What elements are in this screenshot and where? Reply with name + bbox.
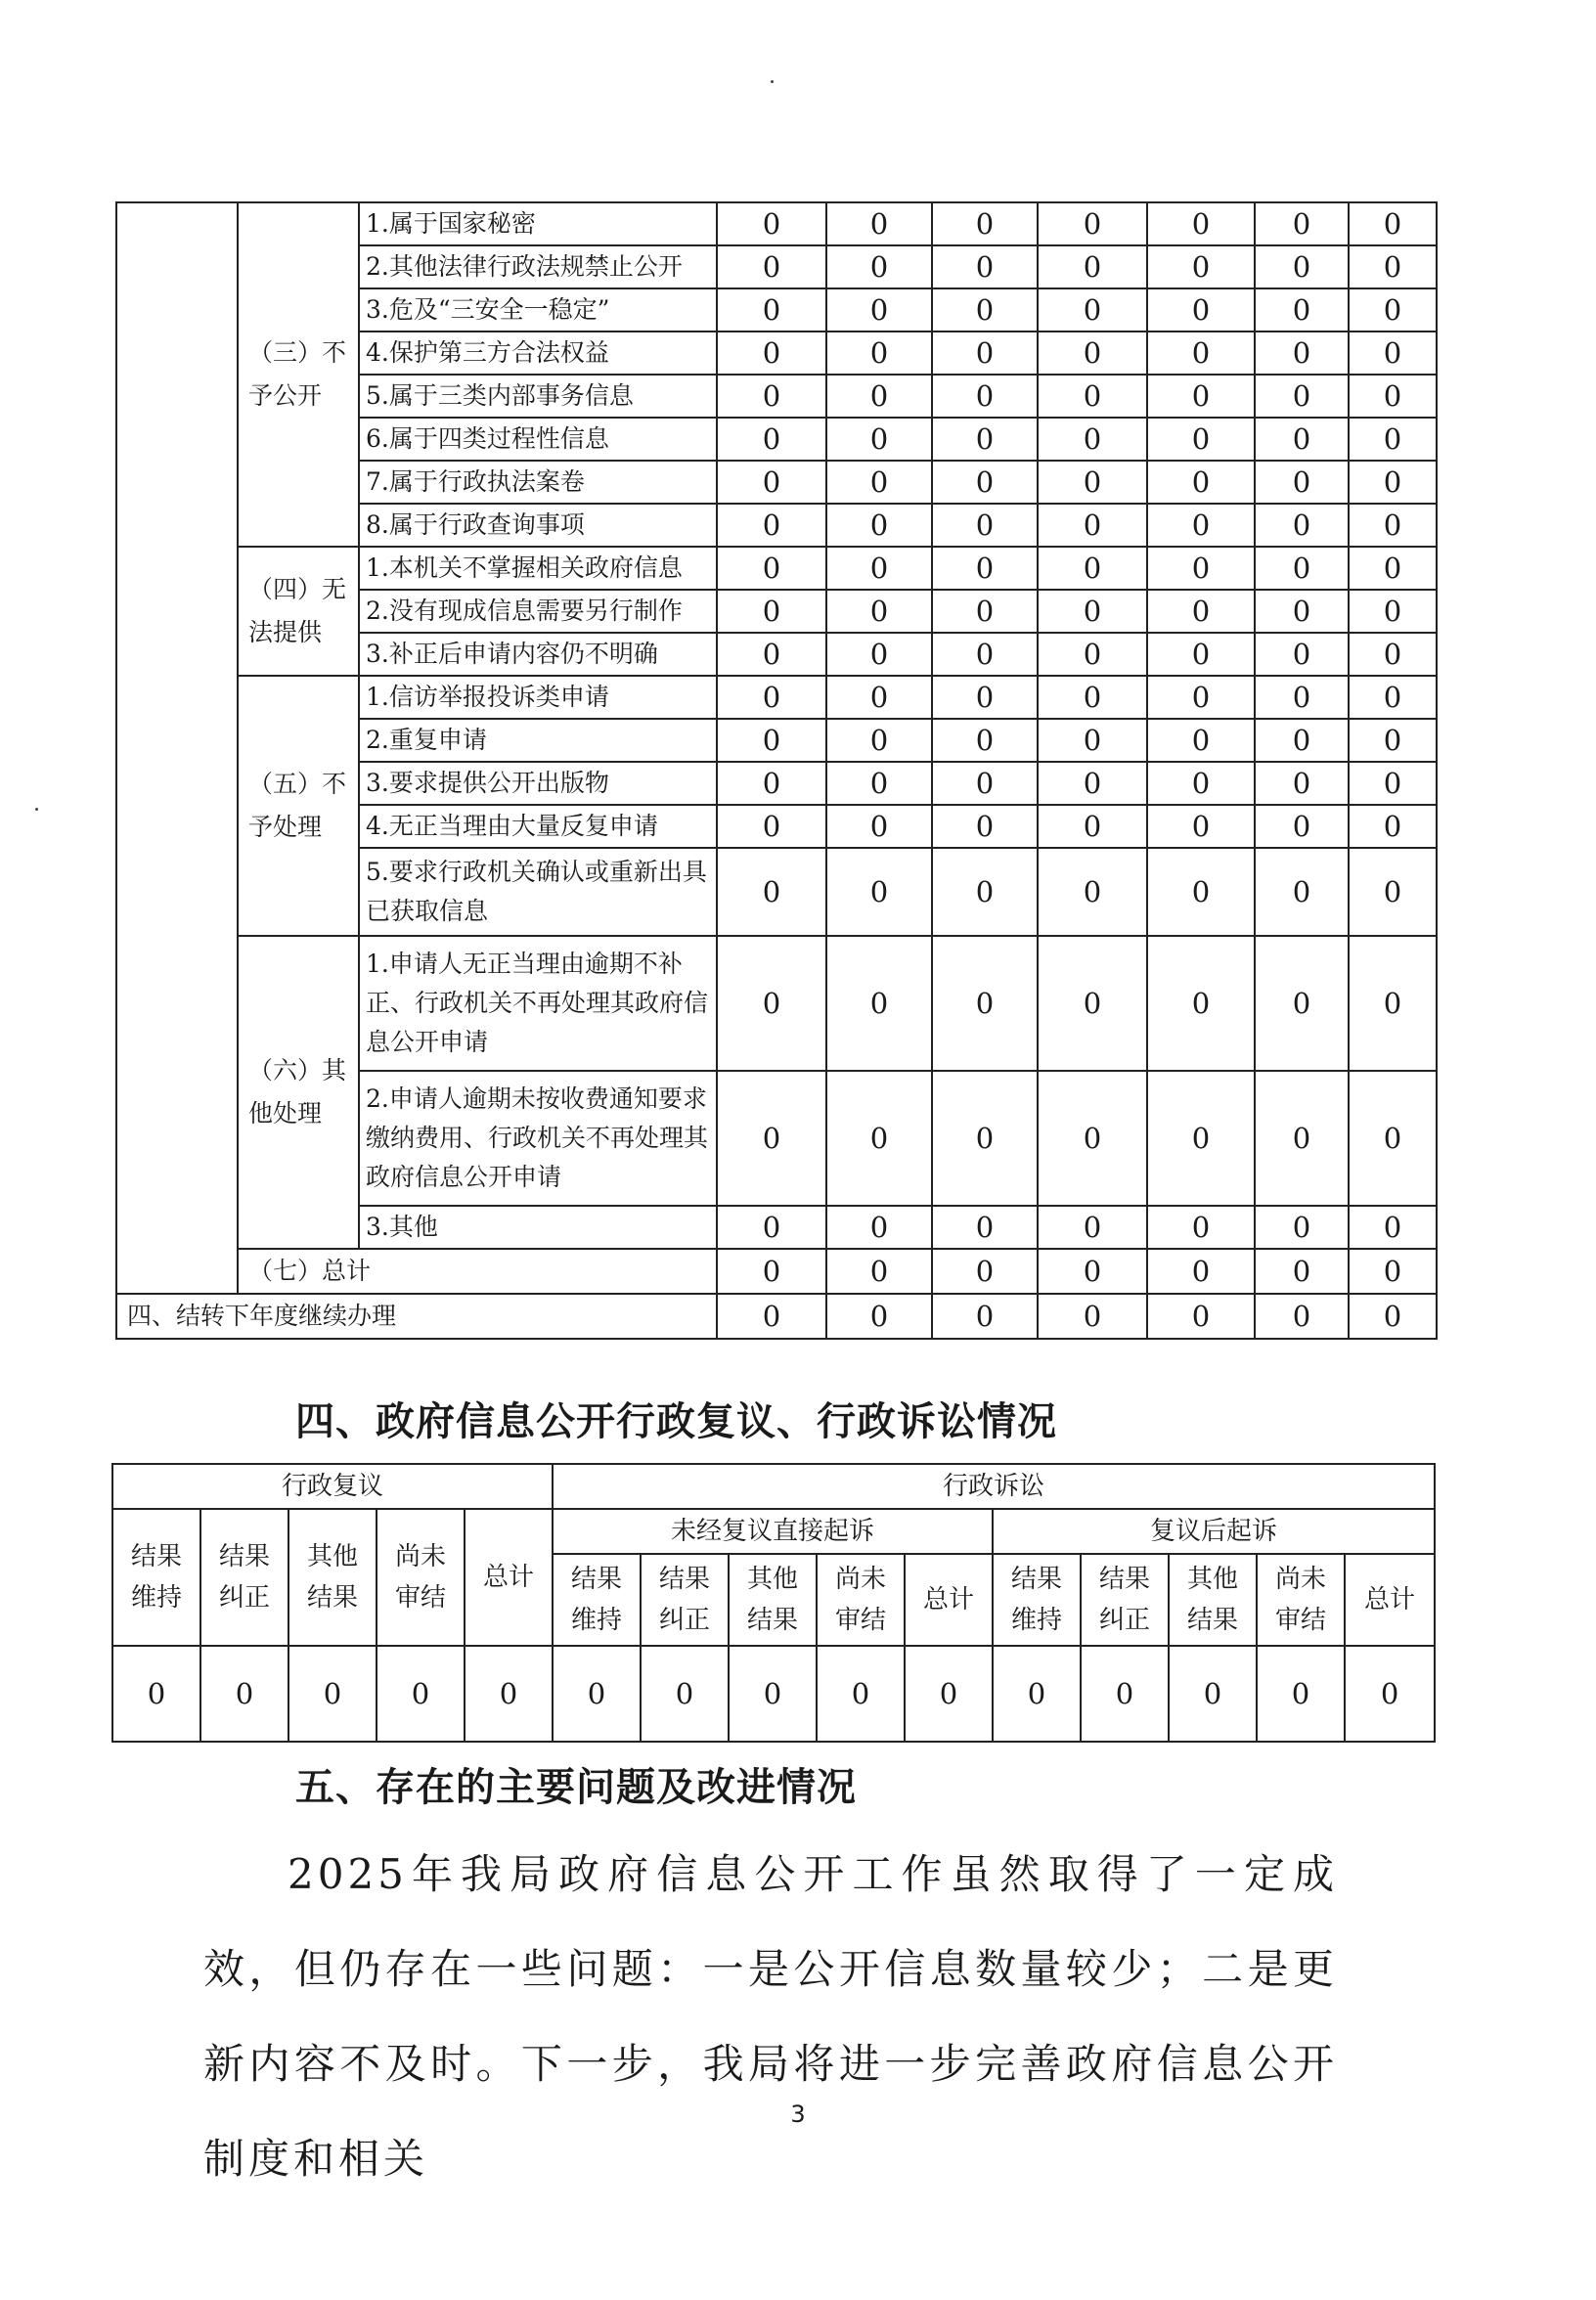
value-cell: 0 xyxy=(1038,332,1147,375)
value-cell: 0 xyxy=(1255,633,1349,676)
value-cell: 0 xyxy=(717,375,826,418)
value-cell: 0 xyxy=(200,1646,288,1742)
total-row xyxy=(116,1249,1437,1294)
value-cell: 0 xyxy=(717,719,826,762)
value-cell: 0 xyxy=(932,762,1038,805)
value-cell: 0 xyxy=(826,936,932,1071)
value-cell: 0 xyxy=(1038,1294,1147,1339)
value-cell: 0 xyxy=(932,1071,1038,1206)
value-cell: 0 xyxy=(932,676,1038,719)
value-cell: 0 xyxy=(905,1646,993,1742)
value-cell: 0 xyxy=(932,461,1038,504)
value-cell: 0 xyxy=(1255,936,1349,1071)
table-row xyxy=(116,676,1437,719)
value-cell: 0 xyxy=(1349,504,1437,547)
value-cell: 0 xyxy=(1038,245,1147,288)
value-cell: 0 xyxy=(1147,375,1255,418)
value-cell: 0 xyxy=(112,1646,200,1742)
value-cell: 0 xyxy=(1038,762,1147,805)
value-cell: 0 xyxy=(1147,332,1255,375)
value-cell: 0 xyxy=(1349,461,1437,504)
value-cell: 0 xyxy=(826,202,932,245)
item-label: 1.本机关不掌握相关政府信息 xyxy=(359,547,717,590)
value-cell: 0 xyxy=(553,1646,641,1742)
value-cell: 0 xyxy=(1147,719,1255,762)
value-cell: 0 xyxy=(826,547,932,590)
item-label: 4.无正当理由大量反复申请 xyxy=(359,805,717,848)
value-cell: 0 xyxy=(1038,504,1147,547)
value-cell: 0 xyxy=(932,936,1038,1071)
value-cell: 0 xyxy=(1038,590,1147,633)
value-cell: 0 xyxy=(826,375,932,418)
value-cell: 0 xyxy=(1255,332,1349,375)
value-cell: 0 xyxy=(932,245,1038,288)
value-cell: 0 xyxy=(717,418,826,461)
value-cell: 0 xyxy=(1349,418,1437,461)
value-cell: 0 xyxy=(1255,1294,1349,1339)
value-cell: 0 xyxy=(1255,676,1349,719)
column-header: 总计 xyxy=(1345,1554,1435,1646)
value-cell: 0 xyxy=(1038,719,1147,762)
value-cell: 0 xyxy=(826,418,932,461)
value-cell: 0 xyxy=(1255,1206,1349,1249)
value-cell: 0 xyxy=(932,1206,1038,1249)
value-cell: 0 xyxy=(1349,1071,1437,1206)
value-cell: 0 xyxy=(717,245,826,288)
item-label: 2.没有现成信息需要另行制作 xyxy=(359,590,717,633)
value-cell: 0 xyxy=(1147,288,1255,332)
value-cell: 0 xyxy=(1147,1294,1255,1339)
scan-speck xyxy=(771,80,774,83)
value-cell: 0 xyxy=(1255,547,1349,590)
value-cell: 0 xyxy=(1349,633,1437,676)
value-cell: 0 xyxy=(1147,245,1255,288)
value-cell: 0 xyxy=(1349,288,1437,332)
value-cell: 0 xyxy=(1147,461,1255,504)
value-cell: 0 xyxy=(932,375,1038,418)
value-cell: 0 xyxy=(1349,547,1437,590)
value-cell: 0 xyxy=(932,418,1038,461)
value-cell: 0 xyxy=(1349,936,1437,1071)
value-cell: 0 xyxy=(826,461,932,504)
column-header: 尚未 审结 xyxy=(377,1509,465,1646)
item-label: 3.补正后申请内容仍不明确 xyxy=(359,633,717,676)
value-cell: 0 xyxy=(1147,418,1255,461)
item-label: 3.危及“三安全一稳定” xyxy=(359,288,717,332)
value-cell: 0 xyxy=(826,590,932,633)
column-header: 总计 xyxy=(905,1554,993,1646)
value-cell: 0 xyxy=(1147,805,1255,848)
column-header: 结果 纠正 xyxy=(641,1554,729,1646)
value-cell: 0 xyxy=(932,719,1038,762)
value-cell: 0 xyxy=(377,1646,465,1742)
value-cell: 0 xyxy=(1255,848,1349,936)
value-cell: 0 xyxy=(1147,676,1255,719)
value-cell: 0 xyxy=(932,504,1038,547)
item-label: 4.保护第三方合法权益 xyxy=(359,332,717,375)
value-cell: 0 xyxy=(1349,332,1437,375)
value-cell: 0 xyxy=(1255,504,1349,547)
value-cell: 0 xyxy=(826,332,932,375)
value-cell: 0 xyxy=(717,332,826,375)
item-label: 7.属于行政执法案卷 xyxy=(359,461,717,504)
value-cell: 0 xyxy=(826,805,932,848)
value-cell: 0 xyxy=(932,848,1038,936)
value-cell: 0 xyxy=(1255,461,1349,504)
value-cell: 0 xyxy=(717,936,826,1071)
table-header-row xyxy=(112,1464,1435,1509)
value-cell: 0 xyxy=(826,1249,932,1294)
value-cell: 0 xyxy=(1255,762,1349,805)
item-label: 2.申请人逾期未按收费通知要求缴纳费用、行政机关不再处理其政府信息公开申请 xyxy=(359,1071,717,1206)
carry-over-label: 四、结转下年度继续办理 xyxy=(116,1294,717,1339)
value-cell: 0 xyxy=(1038,418,1147,461)
table-row xyxy=(116,936,1437,1071)
value-cell: 0 xyxy=(932,1249,1038,1294)
value-cell: 0 xyxy=(1038,848,1147,936)
value-cell: 0 xyxy=(1147,1206,1255,1249)
value-cell: 0 xyxy=(717,762,826,805)
value-cell: 0 xyxy=(1257,1646,1345,1742)
litigation-header: 行政诉讼 xyxy=(553,1464,1435,1509)
value-cell: 0 xyxy=(932,1294,1038,1339)
value-cell: 0 xyxy=(1349,375,1437,418)
value-cell: 0 xyxy=(1038,805,1147,848)
value-cell: 0 xyxy=(1038,202,1147,245)
table-row xyxy=(116,202,1437,245)
value-cell: 0 xyxy=(826,504,932,547)
value-cell: 0 xyxy=(932,288,1038,332)
value-cell: 0 xyxy=(717,590,826,633)
value-cell: 0 xyxy=(1038,461,1147,504)
value-cell: 0 xyxy=(717,1206,826,1249)
value-cell: 0 xyxy=(1349,719,1437,762)
problems-paragraph: 2025年我局政府信息公开工作虽然取得了一定成效，但仍存在一些问题：一是公开信息数量较少；二是更新内容不及时。下一步，我局将进一步完善政府信息公开制度和相关 xyxy=(203,1850,1338,2183)
value-cell: 0 xyxy=(932,332,1038,375)
value-cell: 0 xyxy=(932,633,1038,676)
value-cell: 0 xyxy=(717,202,826,245)
item-label: 2.其他法律行政法规禁止公开 xyxy=(359,245,717,288)
value-cell: 0 xyxy=(1147,936,1255,1071)
value-cell: 0 xyxy=(1147,762,1255,805)
value-cell: 0 xyxy=(826,1206,932,1249)
value-cell: 0 xyxy=(1081,1646,1169,1742)
value-cell: 0 xyxy=(1147,504,1255,547)
value-cell: 0 xyxy=(465,1646,553,1742)
value-cell: 0 xyxy=(1349,590,1437,633)
value-cell: 0 xyxy=(1349,762,1437,805)
carry-over-row xyxy=(116,1294,1437,1339)
value-cell: 0 xyxy=(932,547,1038,590)
value-cell: 0 xyxy=(1349,805,1437,848)
item-label: 3.要求提供公开出版物 xyxy=(359,762,717,805)
value-cell: 0 xyxy=(826,633,932,676)
value-cell: 0 xyxy=(1349,202,1437,245)
value-cell: 0 xyxy=(932,805,1038,848)
item-label: 3.其他 xyxy=(359,1206,717,1249)
item-label: 1.信访举报投诉类申请 xyxy=(359,676,717,719)
value-cell: 0 xyxy=(1147,848,1255,936)
value-cell: 0 xyxy=(1147,547,1255,590)
value-cell: 0 xyxy=(717,1294,826,1339)
item-label: 8.属于行政查询事项 xyxy=(359,504,717,547)
value-cell: 0 xyxy=(1147,1071,1255,1206)
value-cell: 0 xyxy=(1345,1646,1435,1742)
column-header: 结果 维持 xyxy=(112,1509,200,1646)
value-cell: 0 xyxy=(826,762,932,805)
value-cell: 0 xyxy=(826,719,932,762)
value-cell: 0 xyxy=(932,590,1038,633)
category-label: （三）不予公开 xyxy=(238,202,359,547)
value-cell: 0 xyxy=(826,848,932,936)
value-cell: 0 xyxy=(826,288,932,332)
value-cell: 0 xyxy=(1038,288,1147,332)
scan-speck xyxy=(35,808,38,811)
value-cell: 0 xyxy=(1255,245,1349,288)
direct-suit-header: 未经复议直接起诉 xyxy=(553,1509,993,1554)
value-cell: 0 xyxy=(717,547,826,590)
column-header: 总计 xyxy=(465,1509,553,1646)
column-header: 尚未 审结 xyxy=(817,1554,905,1646)
value-cell: 0 xyxy=(1255,1249,1349,1294)
value-cell: 0 xyxy=(717,805,826,848)
value-cell: 0 xyxy=(826,1071,932,1206)
column-header: 其他 结果 xyxy=(729,1554,817,1646)
value-cell: 0 xyxy=(1038,1071,1147,1206)
value-cell: 0 xyxy=(1349,848,1437,936)
value-cell: 0 xyxy=(717,848,826,936)
value-cell: 0 xyxy=(932,202,1038,245)
item-label: 5.属于三类内部事务信息 xyxy=(359,375,717,418)
value-cell: 0 xyxy=(1038,547,1147,590)
value-cell: 0 xyxy=(1349,676,1437,719)
value-cell: 0 xyxy=(1255,202,1349,245)
value-cell: 0 xyxy=(1147,202,1255,245)
value-cell: 0 xyxy=(717,461,826,504)
value-cell: 0 xyxy=(1349,1206,1437,1249)
value-cell: 0 xyxy=(717,288,826,332)
value-cell: 0 xyxy=(729,1646,817,1742)
column-header: 结果 维持 xyxy=(553,1554,641,1646)
value-cell: 0 xyxy=(826,245,932,288)
page-number: 3 xyxy=(790,2101,806,2128)
column-header: 结果 纠正 xyxy=(200,1509,288,1646)
section-5-heading: 五、存在的主要问题及改进情况 xyxy=(295,1765,857,1810)
item-label: 1.属于国家秘密 xyxy=(359,202,717,245)
value-cell: 0 xyxy=(717,1071,826,1206)
value-cell: 0 xyxy=(1038,1249,1147,1294)
value-cell: 0 xyxy=(1255,590,1349,633)
value-cell: 0 xyxy=(1255,288,1349,332)
application-handling-table xyxy=(115,201,1438,1340)
value-cell: 0 xyxy=(288,1646,377,1742)
total-label: （七）总计 xyxy=(238,1249,717,1294)
value-cell: 0 xyxy=(1038,633,1147,676)
value-cell: 0 xyxy=(1038,375,1147,418)
value-cell: 0 xyxy=(1255,375,1349,418)
value-cell: 0 xyxy=(1255,418,1349,461)
value-cell: 0 xyxy=(717,504,826,547)
section-4-heading: 四、政府信息公开行政复议、行政诉讼情况 xyxy=(295,1399,1057,1444)
value-cell: 0 xyxy=(1255,719,1349,762)
value-cell: 0 xyxy=(1038,1206,1147,1249)
table-header-row xyxy=(112,1509,1435,1554)
value-cell: 0 xyxy=(1169,1646,1257,1742)
table-row xyxy=(112,1646,1435,1742)
item-label: 5.要求行政机关确认或重新出具已获取信息 xyxy=(359,848,717,936)
value-cell: 0 xyxy=(826,676,932,719)
category-label: （六）其他处理 xyxy=(238,936,359,1249)
value-cell: 0 xyxy=(717,633,826,676)
value-cell: 0 xyxy=(993,1646,1081,1742)
category-label: （四）无法提供 xyxy=(238,547,359,676)
value-cell: 0 xyxy=(826,1294,932,1339)
table-row xyxy=(116,547,1437,590)
value-cell: 0 xyxy=(1147,1249,1255,1294)
value-cell: 0 xyxy=(1349,1249,1437,1294)
value-cell: 0 xyxy=(817,1646,905,1742)
review-litigation-table xyxy=(111,1463,1436,1743)
column-header: 结果 纠正 xyxy=(1081,1554,1169,1646)
after-review-header: 复议后起诉 xyxy=(993,1509,1435,1554)
value-cell: 0 xyxy=(1038,936,1147,1071)
value-cell: 0 xyxy=(1349,245,1437,288)
value-cell: 0 xyxy=(1038,676,1147,719)
category-label: （五）不予处理 xyxy=(238,676,359,936)
outer-category-cell xyxy=(116,202,238,1294)
value-cell: 0 xyxy=(641,1646,729,1742)
column-header: 尚未 审结 xyxy=(1257,1554,1345,1646)
review-header: 行政复议 xyxy=(112,1464,553,1509)
value-cell: 0 xyxy=(1255,1071,1349,1206)
column-header: 结果 维持 xyxy=(993,1554,1081,1646)
value-cell: 0 xyxy=(717,1249,826,1294)
value-cell: 0 xyxy=(1147,633,1255,676)
value-cell: 0 xyxy=(1255,805,1349,848)
column-header: 其他 结果 xyxy=(288,1509,377,1646)
value-cell: 0 xyxy=(1147,590,1255,633)
item-label: 2.重复申请 xyxy=(359,719,717,762)
column-header: 其他 结果 xyxy=(1169,1554,1257,1646)
item-label: 6.属于四类过程性信息 xyxy=(359,418,717,461)
item-label: 1.申请人无正当理由逾期不补正、行政机关不再处理其政府信息公开申请 xyxy=(359,936,717,1071)
value-cell: 0 xyxy=(1349,1294,1437,1339)
value-cell: 0 xyxy=(717,676,826,719)
